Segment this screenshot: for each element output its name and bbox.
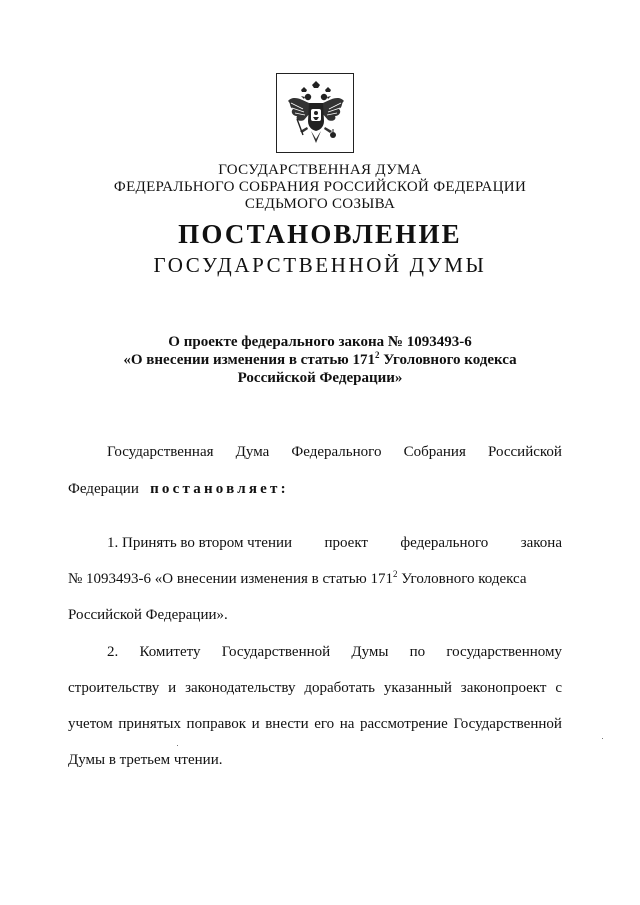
subject-line-1: О проекте федерального закона № 1093493-6 [168, 334, 472, 350]
preamble-line-1: Государственная Дума Федерального Собрания Российской [107, 444, 562, 460]
emblem-frame [276, 73, 354, 153]
scan-speck [177, 745, 178, 746]
item-1-line-2: № 1093493-6 «О внесении изменения в статью $171^2$ Уголовного кодекса [68, 569, 527, 587]
item-2-line-3: учетом принятых поправок и внести его на рассмотрение Государственной [68, 716, 562, 732]
item-1-line-3: Российской Федерации». [68, 607, 228, 623]
document-issuer: ГОСУДАРСТВЕННОЙ ДУМЫ [153, 253, 487, 277]
resolves-word: постановляет: [150, 481, 289, 497]
preamble-line-2: Федерации постановляет: [68, 481, 289, 497]
russian-coat-of-arms-icon [283, 79, 349, 149]
item-1-line-1: 1. Принять во втором чтении проект федерального закона [107, 535, 562, 551]
org-line-2: ФЕДЕРАЛЬНОГО СОБРАНИЯ РОССИЙСКОЙ ФЕДЕРАЦИИ [113, 179, 527, 195]
subject-line-2: «О внесении изменения в статью $171^2$ Уголовного кодекса [123, 350, 517, 368]
item-2-line-4: Думы в третьем чтении. [68, 752, 223, 768]
scan-speck [602, 738, 603, 739]
org-line-3: СЕДЬМОГО СОЗЫВА [244, 196, 396, 212]
superscript-2: 2 [375, 350, 380, 360]
item-2-line-1: 2. Комитету Государственной Думы по государственному [107, 644, 562, 660]
org-line-1: ГОСУДАРСТВЕННАЯ ДУМА [218, 162, 422, 178]
item-2-line-2: строительству и законодательству доработать указанный законопроект с [68, 680, 562, 696]
document-type-title: ПОСТАНОВЛЕНИЕ [178, 219, 462, 249]
subject-line-3: Российской Федерации» [237, 370, 403, 386]
